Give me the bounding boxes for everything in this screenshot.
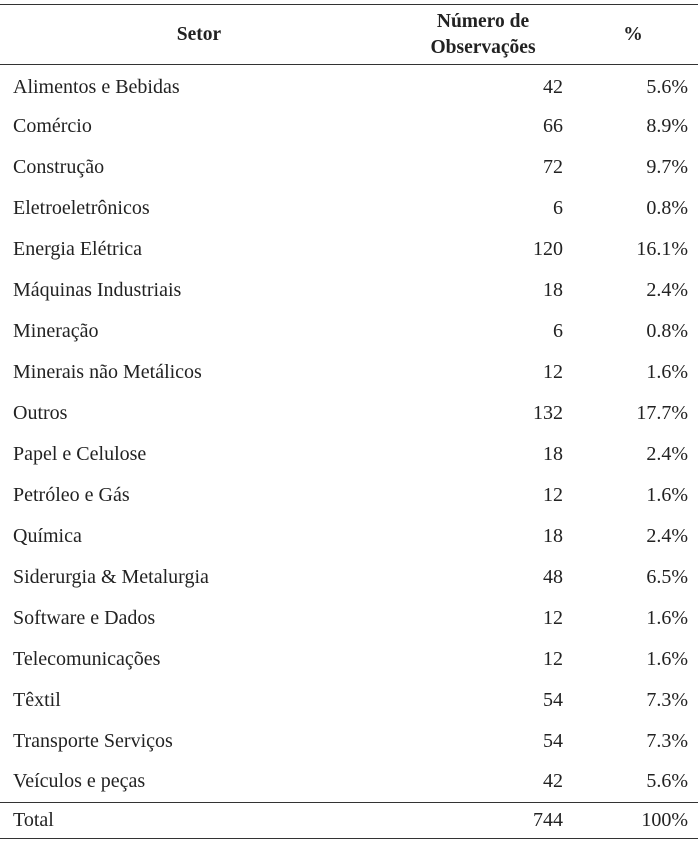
observations-cell: 18 [543, 524, 563, 547]
table-row [0, 393, 698, 434]
sector-name-cell: Química [13, 524, 82, 547]
sector-name-cell: Têxtil [13, 688, 61, 711]
header-numero-line1: Número de [436, 10, 530, 32]
table-header [0, 5, 698, 65]
table-row [0, 598, 698, 639]
percent-cell: 6.5% [646, 565, 688, 588]
table-row [0, 557, 698, 598]
total-row [0, 803, 698, 839]
table-row [0, 516, 698, 557]
table-row [0, 721, 698, 762]
header-setor: Setor [0, 5, 398, 65]
percent-cell: 5.6% [646, 75, 688, 98]
percent-cell: 8.9% [646, 114, 688, 137]
sector-name-cell: Telecomunicações [13, 647, 161, 670]
table-row [0, 188, 698, 229]
percent-cell: 2.4% [646, 442, 688, 465]
percent-cell: 7.3% [646, 729, 688, 752]
observations-cell: 132 [533, 401, 563, 424]
observations-cell: 42 [543, 770, 563, 793]
observations-cell: 18 [543, 278, 563, 301]
sector-name-cell: Mineração [13, 319, 99, 342]
table-row [0, 475, 698, 516]
table-row [0, 65, 698, 106]
sector-name-cell: Eletroeletrônicos [13, 196, 150, 219]
percent-cell: 1.6% [646, 360, 688, 383]
total-label-cell: Total [0, 803, 398, 839]
table-row [0, 270, 698, 311]
percent-cell: 7.3% [646, 688, 688, 711]
observations-cell: 6 [553, 196, 563, 219]
sector-name-cell: Construção [13, 155, 105, 178]
table-row [0, 680, 698, 721]
percent-cell: 1.6% [646, 647, 688, 670]
total-observations-cell: 744 [398, 803, 568, 839]
header-numero-observacoes [398, 5, 568, 65]
percent-cell: 9.7% [646, 155, 688, 178]
sector-name-cell: Petróleo e Gás [13, 483, 130, 506]
table-body [0, 65, 698, 839]
table-row [0, 762, 698, 803]
table-row [0, 352, 698, 393]
table-row [0, 434, 698, 475]
sector-name-cell: Comércio [13, 114, 92, 137]
sector-name-cell: Transporte Serviços [13, 729, 173, 752]
table-row [0, 106, 698, 147]
table-row [0, 147, 698, 188]
observations-cell: 66 [543, 114, 563, 137]
percent-cell: 1.6% [646, 606, 688, 629]
observations-cell: 6 [553, 319, 563, 342]
observations-cell: 48 [543, 565, 563, 588]
percent-cell: 16.1% [636, 237, 688, 260]
observations-cell: 18 [543, 442, 563, 465]
observations-cell: 54 [543, 729, 563, 752]
observations-cell: 120 [533, 237, 563, 260]
percent-cell: 1.6% [646, 483, 688, 506]
observations-cell: 12 [543, 647, 563, 670]
sector-name-cell: Papel e Celulose [13, 442, 147, 465]
sector-name-cell: Outros [13, 401, 68, 424]
table-row [0, 639, 698, 680]
percent-cell: 0.8% [646, 196, 688, 219]
header-numero-line2: Observações [430, 36, 536, 58]
table-row [0, 311, 698, 352]
percent-cell: 0.8% [646, 319, 688, 342]
sector-name-cell: Software e Dados [13, 606, 156, 629]
total-percent-cell: 100% [568, 803, 698, 839]
observations-cell: 12 [543, 483, 563, 506]
sector-name-cell: Alimentos e Bebidas [13, 75, 180, 98]
sector-name-cell: Energia Elétrica [13, 237, 143, 260]
observations-cell: 12 [543, 360, 563, 383]
percent-cell: 17.7% [636, 401, 688, 424]
sector-name-cell: Siderurgia & Metalurgia [13, 565, 209, 588]
percent-cell: 2.4% [646, 278, 688, 301]
sector-name-cell: Máquinas Industriais [13, 278, 182, 301]
header-row [0, 5, 698, 65]
percent-cell: 5.6% [646, 770, 688, 793]
sector-table [0, 4, 698, 839]
observations-cell: 72 [543, 155, 563, 178]
observations-cell: 54 [543, 688, 563, 711]
table-row [0, 229, 698, 270]
observations-cell: 42 [543, 75, 563, 98]
sector-name-cell: Veículos e peças [13, 770, 146, 793]
sector-name-cell: Minerais não Metálicos [13, 360, 202, 383]
observations-cell: 12 [543, 606, 563, 629]
percent-cell: 2.4% [646, 524, 688, 547]
header-percent: % [568, 5, 698, 65]
